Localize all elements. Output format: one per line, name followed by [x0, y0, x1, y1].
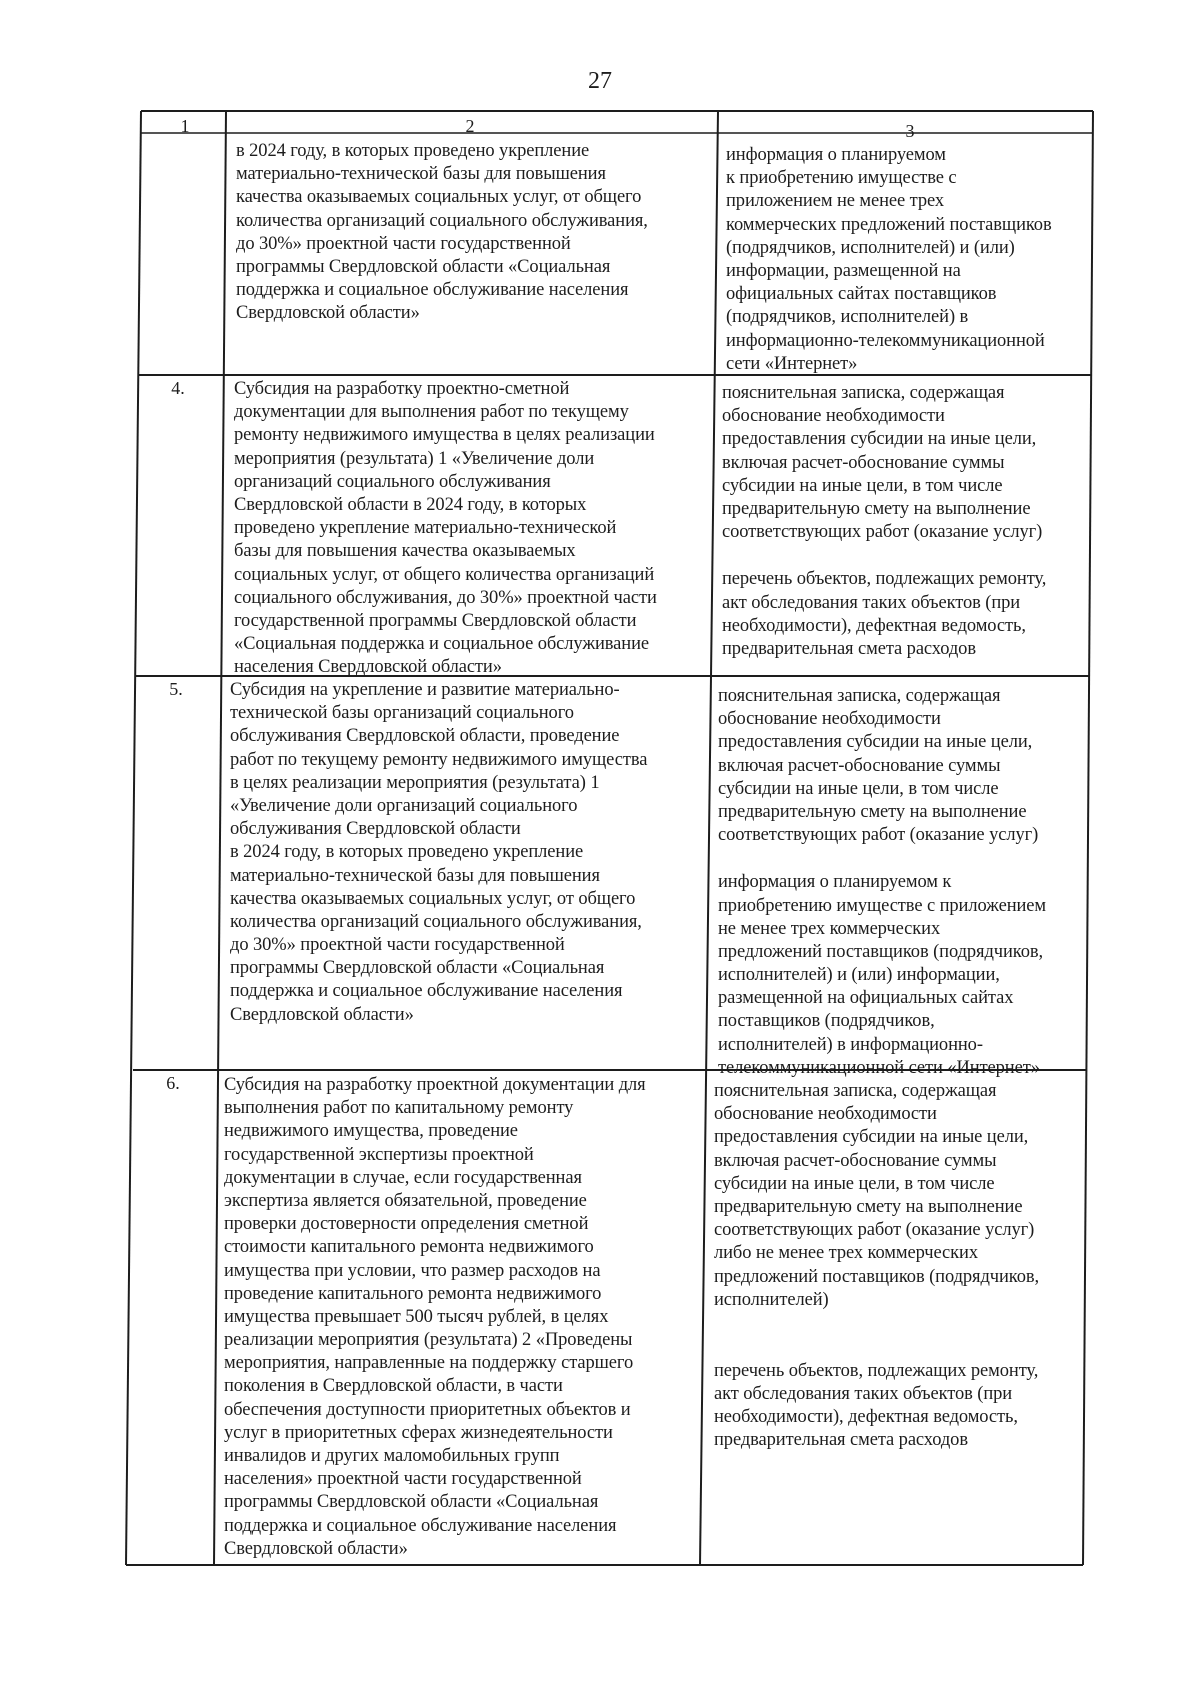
text-line: исполнителей) в информационно- — [718, 1034, 983, 1055]
text-line: исполнителей) и (или) информации, — [718, 965, 1000, 986]
text-line: качества оказываемых социальных услуг, от общего — [230, 888, 636, 909]
text-line: исполнителей) — [714, 1289, 829, 1310]
text-line: субсидии на иные цели, в том числе — [722, 475, 1003, 496]
row-documents — [714, 1080, 1039, 1453]
row-documents — [726, 144, 1052, 376]
text-line: Субсидия на укрепление и развитие материально- — [230, 680, 620, 700]
text-line: проверки достоверности определения сметной — [224, 1214, 589, 1235]
text-line: Свердловской области» — [224, 1538, 408, 1559]
text-line: обоснование необходимости — [722, 406, 945, 427]
text-line: пояснительная записка, содержащая — [722, 383, 1005, 403]
text-line: до 30%» проектной части государственной — [230, 935, 565, 956]
text-line: имущества при условии, что размер расходов на — [224, 1260, 601, 1281]
text-line: предварительная смета расходов — [714, 1430, 968, 1451]
text-line: в целях реализации мероприятия (результата) 1 — [230, 772, 600, 793]
text-line: социальных услуг, от общего количества организаций — [234, 564, 655, 585]
text-line: Свердловской области» — [236, 303, 420, 324]
text-line: размещенной на официальных сайтах — [718, 988, 1014, 1009]
text-line: государственной программы Свердловской области — [234, 610, 637, 631]
text-line: перечень объектов, подлежащих ремонту, — [714, 1360, 1039, 1381]
text-line: предложений поставщиков (подрядчиков, — [714, 1266, 1040, 1287]
text-line: недвижимого имущества, проведение — [224, 1121, 518, 1142]
text-line: «Увеличение доли организаций социального — [230, 795, 578, 816]
text-line: пояснительная записка, содержащая — [714, 1081, 997, 1101]
text-line: соответствующих работ (оказание услуг) — [722, 522, 1043, 543]
text-line: коммерческих предложений поставщиков — [726, 214, 1052, 235]
text-line: проведено укрепление материально-технической — [234, 518, 617, 539]
text-line: проведение капитального ремонта недвижимого — [224, 1283, 602, 1304]
text-line: предварительная смета расходов — [722, 638, 976, 659]
text-line: информационно-телекоммуникационной — [726, 330, 1045, 351]
row-description — [236, 140, 648, 326]
text-line: Субсидия на разработку проектно-сметной — [234, 379, 570, 399]
text-line: либо не менее трех коммерческих — [714, 1243, 979, 1264]
row-description — [224, 1074, 646, 1561]
row-documents — [718, 685, 1046, 1080]
text-line: субсидии на иные цели, в том числе — [718, 778, 999, 799]
text-line: государственной экспертизы проектной — [224, 1144, 534, 1165]
text-line: имущества превышает 500 тысяч рублей, в целях — [224, 1306, 609, 1327]
text-line: в 2024 году, в которых проведено укрепление — [236, 141, 590, 161]
text-line: экспертиза является обязательной, проведение — [224, 1190, 587, 1211]
text-line: информации, размещенной на — [726, 260, 961, 281]
text-line: приобретению имуществе с приложением — [718, 895, 1047, 916]
text-line: предварительную смету на выполнение — [718, 801, 1027, 822]
text-line: обеспечения доступности приоритетных объектов и — [224, 1399, 631, 1420]
text-line: необходимости), дефектная ведомость, — [714, 1407, 1018, 1428]
text-line: предварительную смету на выполнение — [714, 1196, 1023, 1217]
text-line: технической базы организаций социального — [230, 703, 574, 724]
text-line: (подрядчиков, исполнителей) в — [726, 307, 969, 328]
text-line: Свердловской области в 2024 году, в которых — [234, 494, 587, 515]
column-header-2: 2 — [465, 116, 475, 136]
text-line: обслуживания Свердловской области — [230, 819, 521, 840]
row-number: 6. — [166, 1073, 180, 1093]
text-line: предоставления субсидии на иные цели, — [718, 732, 1033, 753]
row-documents — [722, 382, 1046, 661]
text-line: необходимости), дефектная ведомость, — [722, 615, 1026, 636]
text-line: субсидии на иные цели, в том числе — [714, 1173, 995, 1194]
text-line: программы Свердловской области «Социальная — [236, 256, 611, 277]
text-line: «Социальная поддержка и социальное обслуживание — [234, 634, 650, 655]
text-line: официальных сайтах поставщиков — [726, 284, 997, 305]
text-line: соответствующих работ (оказание услуг) — [714, 1220, 1035, 1241]
text-line: поддержка и социальное обслуживание населения — [236, 280, 629, 301]
text-line: обоснование необходимости — [718, 709, 941, 730]
text-line: информация о планируемом к — [718, 872, 952, 893]
text-line: программы Свердловской области «Социальная — [224, 1492, 599, 1513]
row-description — [230, 679, 647, 1027]
text-line: организаций социального обслуживания — [234, 471, 551, 492]
text-line: до 30%» проектной части государственной — [236, 233, 571, 254]
text-line: пояснительная записка, содержащая — [718, 686, 1001, 706]
text-line: количества организаций социального обслуживания, — [236, 210, 648, 231]
text-line: качества оказываемых социальных услуг, от общего — [236, 187, 642, 208]
text-line: населения» проектной части государственной — [224, 1469, 582, 1490]
row-number: 4. — [171, 378, 185, 398]
text-line: перечень объектов, подлежащих ремонту, — [722, 569, 1047, 590]
row-description — [234, 378, 657, 679]
column-header-3: 3 — [905, 121, 915, 141]
text-line: телекоммуникационной сети «Интернет» — [718, 1057, 1040, 1078]
text-line: Свердловской области» — [230, 1004, 414, 1025]
text-line: поколения в Свердловской области, в части — [224, 1376, 563, 1397]
text-line: базы для повышения качества оказываемых — [234, 541, 576, 562]
text-line: в 2024 году, в которых проведено укрепление — [230, 842, 584, 863]
text-line: документации для выполнения работ по текущему — [234, 402, 629, 423]
text-line: приложением не менее трех — [726, 191, 945, 212]
text-line: к приобретению имуществе с — [726, 168, 957, 189]
text-line: включая расчет-обоснование суммы — [722, 452, 1005, 473]
text-line: предоставления субсидии на иные цели, — [722, 429, 1037, 450]
row-number: 5. — [169, 679, 183, 699]
text-line: включая расчет-обоснование суммы — [718, 755, 1001, 776]
text-line: количества организаций социального обслуживания, — [230, 911, 642, 932]
text-line: социального обслуживания, до 30%» проектной части — [234, 587, 657, 608]
text-line: услуг в приоритетных сферах жизнедеятельности — [224, 1422, 613, 1443]
text-line: мероприятия (результата) 1 «Увеличение доли — [234, 448, 595, 469]
text-line: акт обследования таких объектов (при — [714, 1384, 1013, 1405]
text-line: населения Свердловской области» — [234, 657, 502, 678]
text-line: поддержка и социальное обслуживание населения — [224, 1515, 617, 1536]
text-line: выполнения работ по капитальному ремонту — [224, 1098, 574, 1119]
text-line: Субсидия на разработку проектной документации для — [224, 1075, 646, 1095]
text-line: (подрядчиков, исполнителей) и (или) — [726, 237, 1015, 258]
text-line: сети «Интернет» — [726, 353, 858, 374]
text-line: стоимости капитального ремонта недвижимого — [224, 1237, 594, 1258]
text-line: предварительную смету на выполнение — [722, 498, 1031, 519]
text-line: поставщиков (подрядчиков, — [718, 1011, 935, 1032]
page-number: 27 — [588, 68, 612, 94]
text-line: обоснование необходимости — [714, 1104, 937, 1125]
text-line: предоставления субсидии на иные цели, — [714, 1127, 1029, 1148]
text-line: мероприятия, направленные на поддержку старшего — [224, 1353, 634, 1374]
text-line: материально-технической базы для повышения — [236, 164, 606, 185]
text-line: обслуживания Свердловской области, проведение — [230, 726, 620, 747]
text-line: инвалидов и других маломобильных групп — [224, 1446, 560, 1466]
text-line: работ по текущему ремонту недвижимого имущества — [230, 749, 648, 770]
text-line: включая расчет-обоснование суммы — [714, 1150, 997, 1171]
text-line: ремонту недвижимого имущества в целях реализации — [234, 425, 655, 446]
column-header-1: 1 — [180, 116, 190, 136]
text-line: материально-технической базы для повышения — [230, 865, 600, 886]
text-line: предложений поставщиков (подрядчиков, — [718, 941, 1044, 962]
text-line: реализации мероприятия (результата) 2 «Проведены — [224, 1330, 633, 1351]
text-line: поддержка и социальное обслуживание населения — [230, 981, 623, 1002]
text-line: не менее трех коммерческих — [718, 918, 941, 939]
text-line: информация о планируемом — [726, 145, 946, 165]
text-line: акт обследования таких объектов (при — [722, 592, 1021, 613]
text-line: документации в случае, если государственная — [224, 1167, 582, 1188]
text-line: соответствующих работ (оказание услуг) — [718, 825, 1039, 846]
text-line: программы Свердловской области «Социальная — [230, 958, 605, 979]
